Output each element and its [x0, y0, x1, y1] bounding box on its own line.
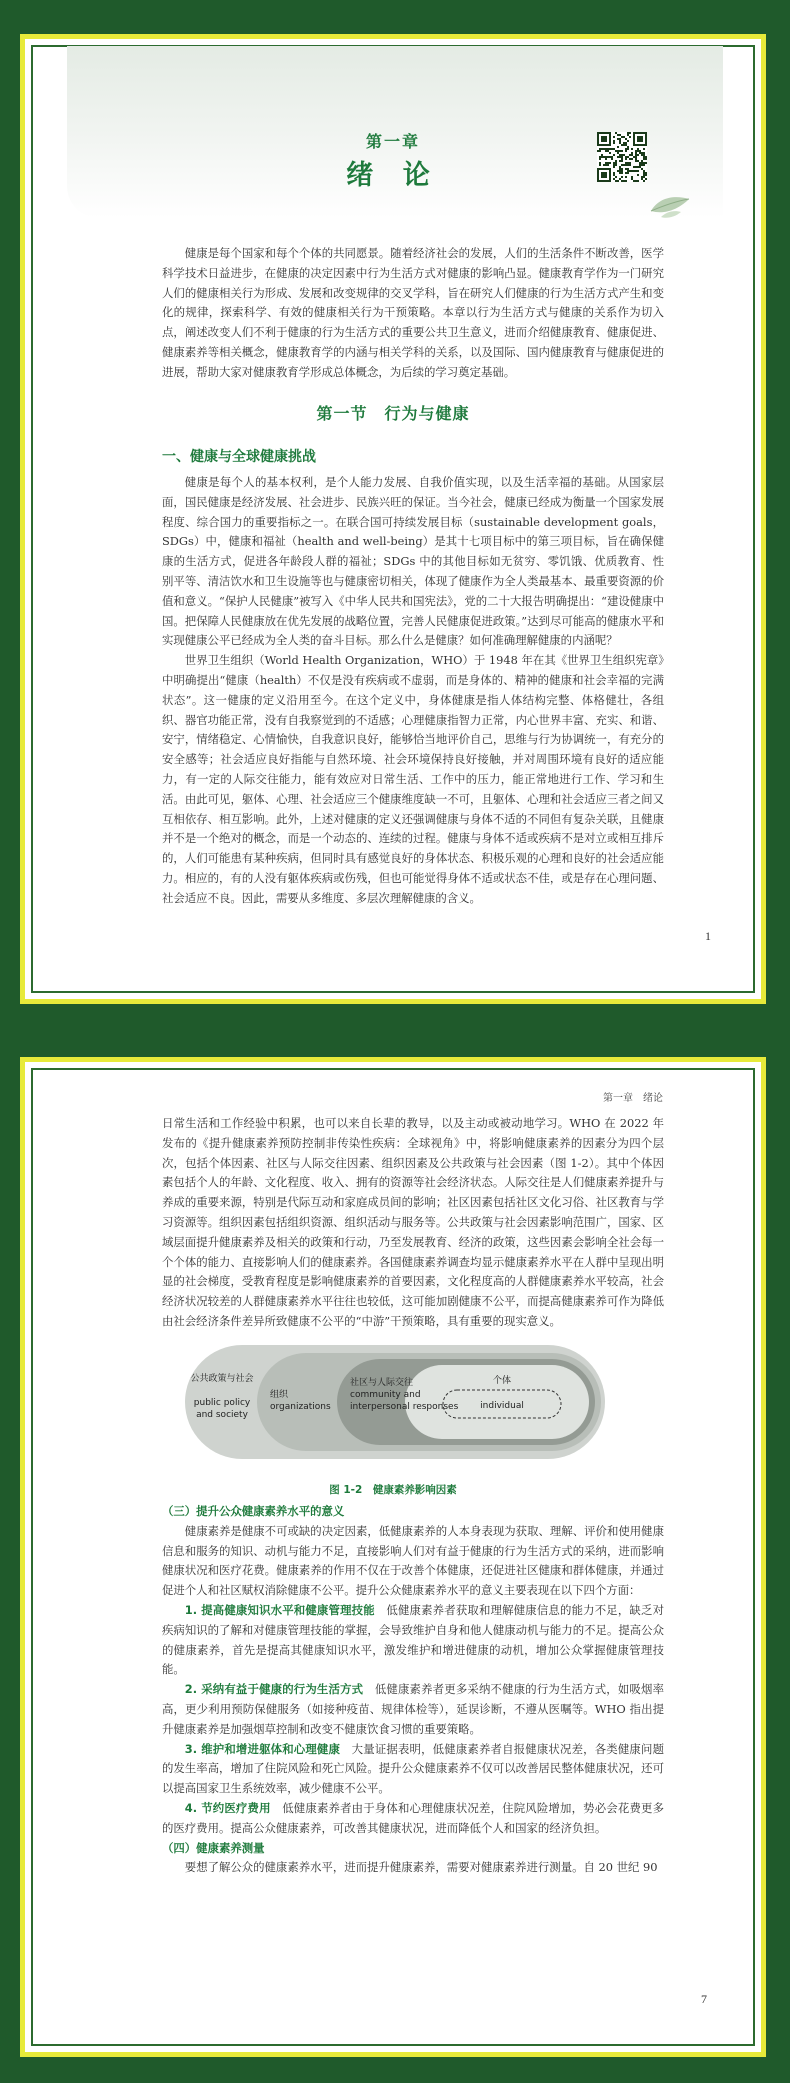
ring2-label-zh: 组织: [270, 1390, 289, 1400]
book-page-2: [20, 1057, 766, 2057]
subsection-title: （三）提升公众健康素养水平的意义: [162, 1504, 345, 1518]
running-header: 第一章 绪论: [603, 1093, 663, 1104]
page-number: 7: [701, 1992, 707, 2006]
chapter-label: 第一章: [365, 132, 420, 151]
ring2-label-en: organizations: [270, 1402, 331, 1412]
list-item-title: 4. 节约医疗费用: [184, 1800, 271, 1815]
ring1-label-zh: 公共政策与社会: [190, 1374, 254, 1384]
list-item: [162, 1680, 664, 1739]
ring3-label-en2: interpersonal responses: [350, 1402, 459, 1412]
paragraph: 日常生活和工作经验中积累，也可以来自长辈的教导，以及主动或被动地学习。WHO 在 2022 年发布的《提升健康素养预防控制非传染性疾病：全球视角》中，将影响健康素养的因素分为四个层次，包括个体因素、社区与人际交往因素、组织因素及公共政策与社会因素（图 1-2）。其中个体因素包括个人的年龄、文化程度、收入、拥有的资源等社会经济状态。人际交往是人们健康素养提升与养成的重要来源，特别是代际互动和家庭成员间的影响；社区因素包括社区文化习俗、社区教育与学习资源等。组织因素包括组织资源、组织活动与服务等。公共政策与社会因素影响范围广，国家、区域层面提升健康素养及相关的政策和行动，乃至发展教育、经济的政策，这些因素会影响全社会每一个个体的能力、直接影响人们的健康素养。各国健康素养调查均显示健康素养水平在人群中呈现出明显的社会梯度，受教育程度是影响健康素养的首要因素，文化程度高的人群健康素养水平较高，社会经济状况较差的人群健康素养水平往往也较低，这可能加剧健康不公平，而提高健康素养可作为降低由社会经济条件差异所致健康不公平的“中游”干预策略，具有重要的现实意义。: [162, 1116, 664, 1328]
paragraph: 世界卫生组织（World Health Organization，WHO）于 1948 年在其《世界卫生组织宪章》中明确提出“健康（health）不仅是没有疾病或不虚弱，而是身体的、精神的健康和社会幸福的完满状态”。这一健康的定义沿用至今。在这个定义中，身体健康是指人体结构完整、体格健壮，各组织、器官功能正常，没有自我察觉到的不适感；心理健康指智力正常，内心世界丰富、充实、和谐、安宁，情绪稳定、心情愉快，自我意识良好，能够恰当地评价自己，思维与行为协调统一，有充分的安全感等；社会适应良好指能与自然环境、社会环境保持良好接触，并对周围环境有良好的适应能力，有一定的人际交往能力，能有效应对日常生活、工作中的压力，能正常地进行工作、学习和生活。由此可见，躯体、心理、社会适应三个健康维度缺一不可，且躯体、心理和社会适应三者之间又互相依存、相互影响。此外，上述对健康的定义还强调健康与身体不适的不同但有复杂关联，且健康并不是一个绝对的概念，而是一个动态的、连续的过程。健康与身体不适或疾病不是对立或相互排斥的，人们可能患有某种疾病，但同时具有感觉良好的身体状态、积极乐观的心理和良好的社会适应能力。相应的，有的人没有躯体疾病或伤残，但也可能觉得身体不适或状态不佳，或是存在心理问题、社会适应不良。因此，需要从多维度、多层次理解健康的含义。: [162, 653, 664, 905]
list-item: [162, 1601, 664, 1680]
leaf-decoration-icon: [645, 191, 695, 225]
section-title: 第一节 行为与健康: [316, 404, 470, 423]
ring4-label-zh: 个体: [492, 1376, 512, 1386]
list-item-text: 低健康素养者由于身体和心理健康状况差，住院风险增加，势必会花费更多的医疗费用。提高公众健康素养，可改善其健康状况，进而降低个人和国家的经济负担。: [162, 1800, 664, 1835]
body-text: [162, 473, 664, 909]
ring1-label-en1: public policy: [193, 1398, 251, 1408]
paragraph: 健康是每个人的基本权利，是个人能力发展、自我价值实现，以及生活幸福的基础。从国家层面，国民健康是经济发展、社会进步、民族兴旺的保证。当今社会，健康已经成为衡量一个国家发展程度、综合国力的重要指标之一。在联合国可持续发展目标（sustainable development goals，SDGs）中，健康和福祉（health and well-being）是其十七项目标中的第三项目标，旨在确保健康的生活方式，促进各年龄段人群的福祉；SDGs 中的其他目标如无贫穷、零饥饿、优质教育、性别平等、清洁饮水和卫生设施等也与健康密切相关，体现了健康作为全人类最基本、最重要资源的价值和意义。“保护人民健康”被写入《中华人民共和国宪法》，党的二十大报告明确提出：“建设健康中国。把保障人民健康放在优先发展的战略位置，完善人民健康促进政策。”达到尽可能高的健康水平和实现健康公平已经成为全人类的奋斗目标。那么什么是健康？如何准确理解健康的内涵呢？: [162, 475, 664, 648]
body-text: [162, 1502, 664, 1878]
subsection-title: 一、健康与全球健康挑战: [162, 449, 316, 465]
chapter-intro: 健康是每个国家和每个个体的共同愿景。随着经济社会的发展，人们的生活条件不断改善，医学科学技术日益进步，在健康的决定因素中行为生活方式对健康的影响凸显。健康教育学作为一门研究人们的健康相关行为形成、发展和改变规律的交叉学科，旨在研究人们健康的行为生活方式产生和变化的规律，探索科学、有效的健康相关行为干预策略。本章以行为生活方式与健康的关系作为切入点，阐述改变人们不利于健康的行为生活方式的重要公共卫生意义，进而介绍健康教育、健康促进、健康素养等相关概念，健康教育学的内涵与相关学科的关系，以及国际、国内健康教育与健康促进的进展，帮助大家对健康教育学形成总体概念，为后续的学习奠定基础。: [162, 246, 664, 379]
health-literacy-factors-diagram: [185, 1345, 625, 1465]
list-item: [162, 1740, 664, 1799]
qr-code-icon[interactable]: [597, 132, 647, 182]
ring1-label-en2: and society: [196, 1410, 248, 1420]
list-item-text: 低健康素养者获取和理解健康信息的能力不足，缺乏对疾病知识的了解和对健康管理技能的掌握，会导致维护自身和他人健康动机与能力的不足。提高公众的健康素养，首先是提高其健康知识水平，激发维护和增进健康的动机，增加公众掌握健康管理技能。: [162, 1602, 664, 1677]
list-item-title: 2. 采纳有益于健康的行为生活方式: [184, 1682, 364, 1697]
list-item-title: 3. 维护和增进躯体和心理健康: [184, 1741, 341, 1756]
list-item-title: 1. 提高健康知识水平和健康管理技能: [184, 1602, 375, 1617]
subsection-title: （四）健康素养测量: [162, 1840, 265, 1855]
ring3-label-en1: community and: [350, 1390, 421, 1400]
list-item-text: 低健康素养者更多采纳不健康的行为生活方式，如吸烟率高，更少利用预防保健服务（如接种疫苗、规律体检等），延误诊断，不遵从医嘱等。WHO 指出提升健康素养是加强烟草控制和改变不健康饮食习惯的重要策略。: [162, 1682, 664, 1736]
ring3-label-zh: 社区与人际交往: [350, 1378, 414, 1388]
page-number: 1: [705, 929, 711, 943]
chapter-title: 绪 论: [346, 160, 440, 191]
paragraph: 健康素养是健康不可或缺的决定因素，低健康素养的人本身表现为获取、理解、评价和使用健康信息和服务的知识、动机与能力不足，直接影响人们对有益于健康的行为生活方式的采纳，进而影响健康状况和医疗花费。健康素养的作用不仅在于改善个体健康，还促进社区健康和群体健康，并通过促进个人和社区赋权消除健康不公平。提升公众健康素养水平的意义主要表现在以下四个方面：: [162, 1523, 664, 1598]
paragraph: 要想了解公众的健康素养水平，进而提升健康素养，需要对健康素养进行测量。自 20 世纪 90: [184, 1860, 658, 1875]
list-item-text: 大量证据表明，低健康素养者自报健康状况差，各类健康问题的发生率高，增加了住院风险和死亡风险。提升公众健康素养不仅可以改善居民整体健康状况，还可以提高国家卫生系统效率，减少健康不公平。: [162, 1741, 664, 1796]
figure-caption: 图 1-2 健康素养影响因素: [329, 1484, 457, 1496]
list-item: [162, 1799, 664, 1839]
book-page-1: [20, 34, 766, 1004]
ring4-label-en: individual: [480, 1401, 524, 1411]
body-text: [162, 1114, 664, 1332]
